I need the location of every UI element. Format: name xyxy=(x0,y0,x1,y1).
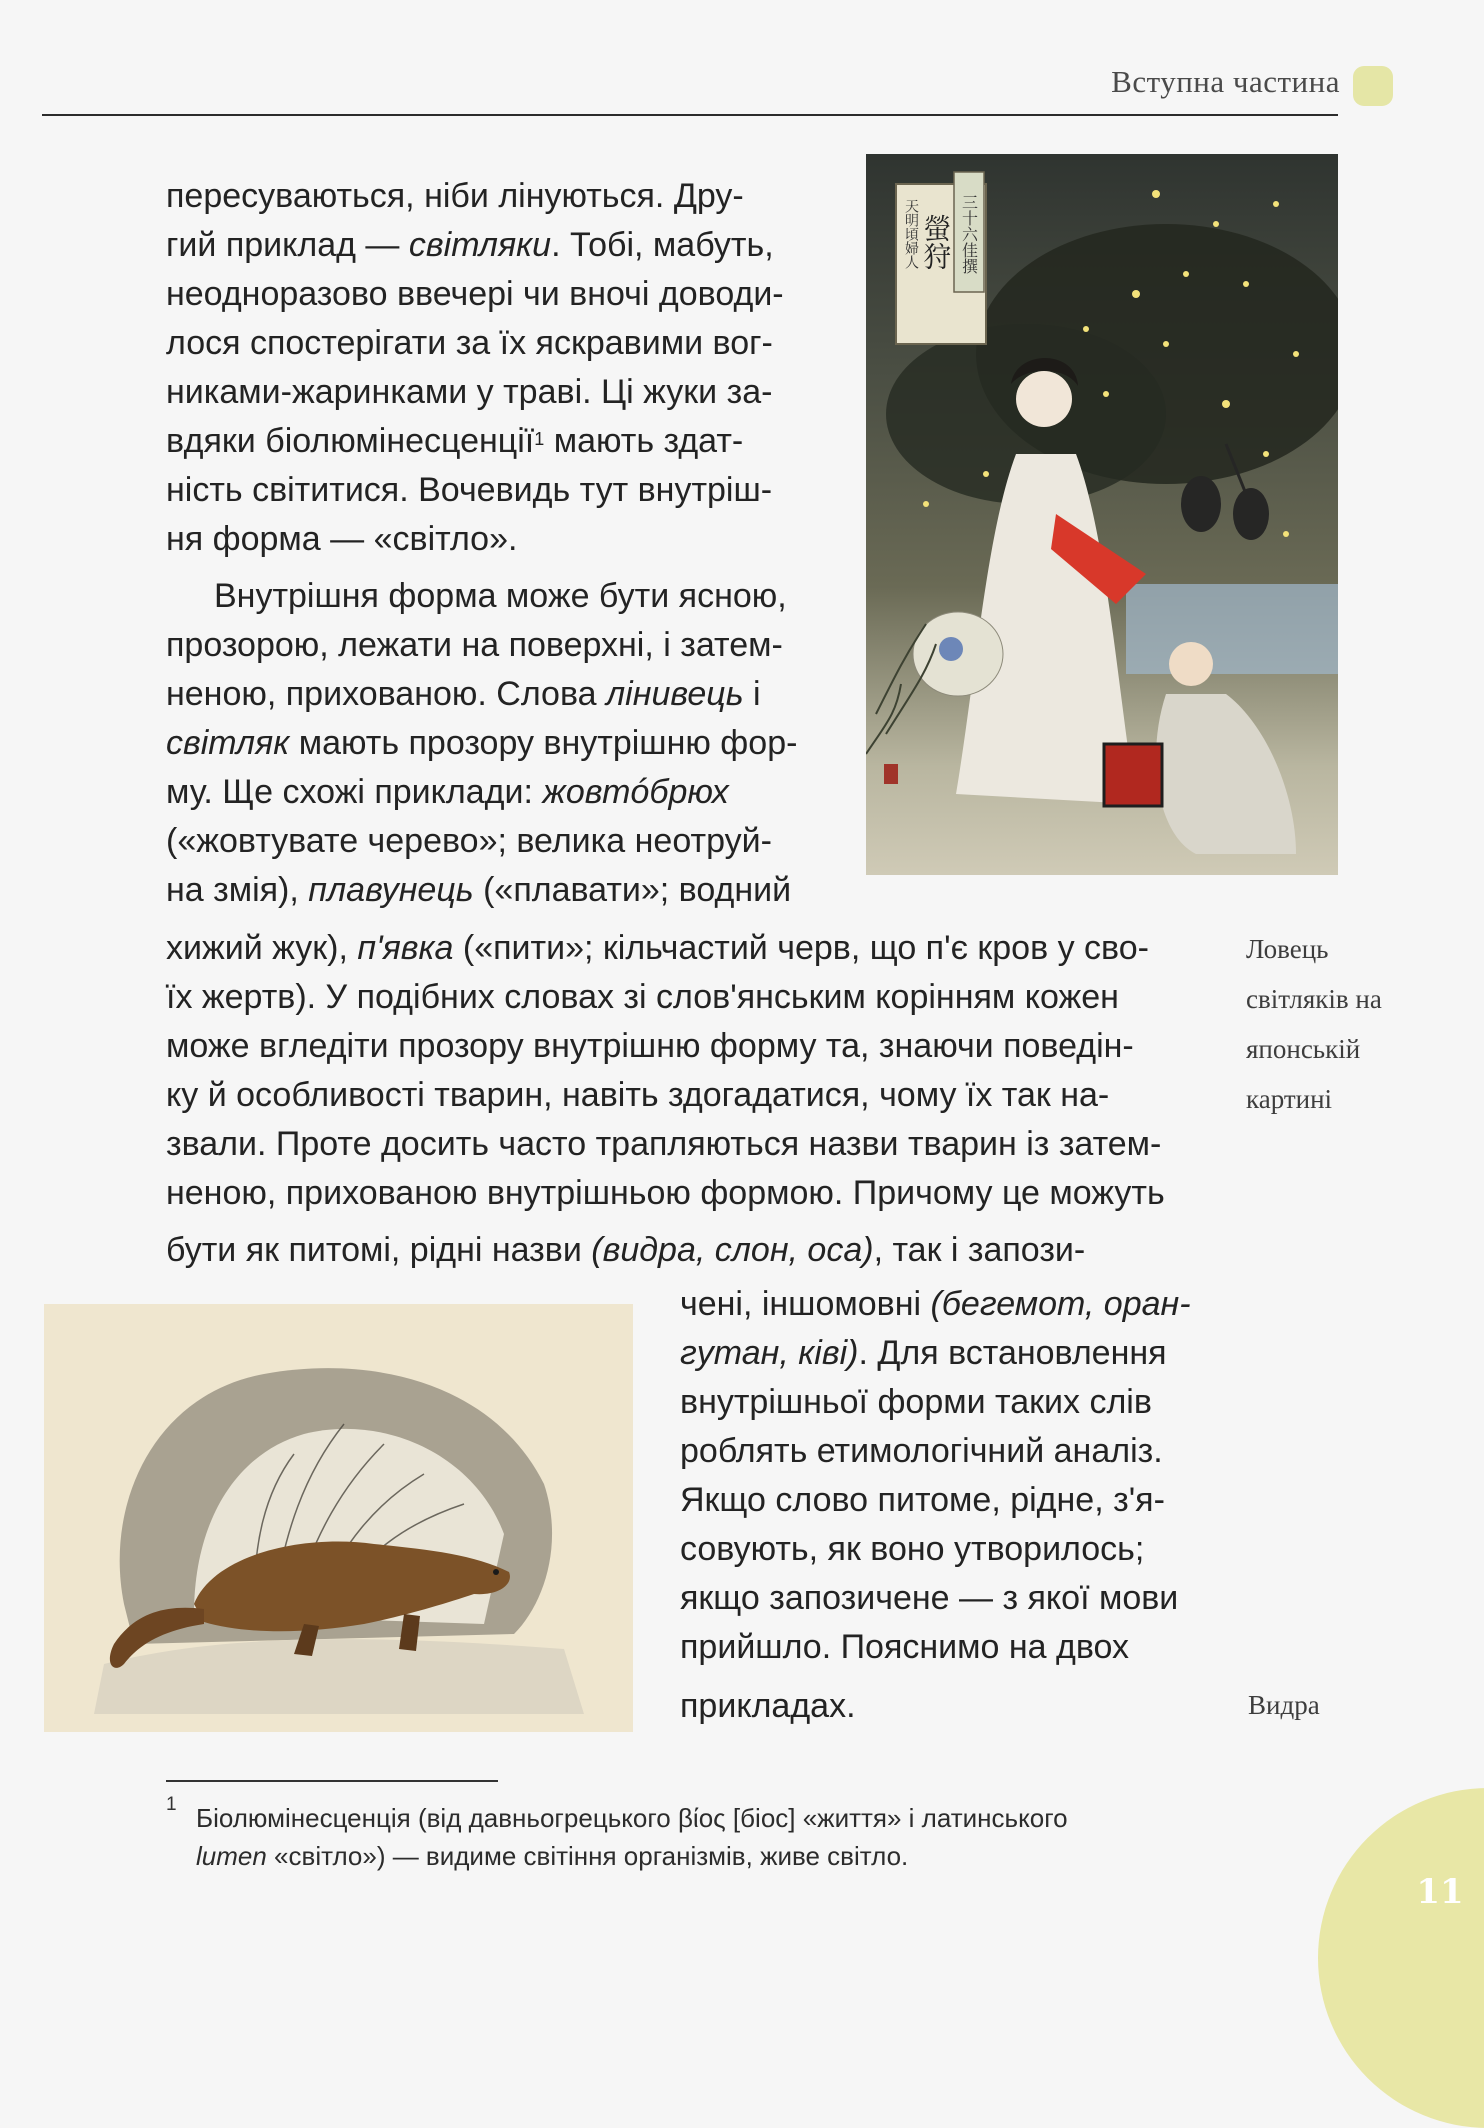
footnote-reference[interactable]: 1 xyxy=(534,429,545,449)
text-line: ність світитися. Вочевидь тут внутріш- xyxy=(166,471,773,509)
text-line: світляк мають прозору внутрішню фор- xyxy=(166,724,798,762)
text-line: якщо запозичене — з якої мови xyxy=(680,1579,1179,1617)
caption-fireflies-line: японській xyxy=(1246,1034,1361,1064)
text-line: їх жертв). У подібних словах зі слов'янським корінням кожен xyxy=(166,978,1119,1016)
caption-otter: Видра xyxy=(1248,1690,1320,1720)
text-line: неодноразово ввечері чи вночі доводи- xyxy=(166,275,784,313)
footnote-text: lumen «світло») — видиме світіння організмів, живе світло. xyxy=(196,1841,909,1871)
page-number: 11 xyxy=(1416,1872,1464,1912)
text-line: бути як питомі, рідні назви (видра, слон, оса), так і запози- xyxy=(166,1231,1086,1269)
caption-fireflies-line: картині xyxy=(1246,1084,1333,1114)
print-title: 螢狩 xyxy=(919,214,953,270)
text-line: прозорою, лежати на поверхні, і затем- xyxy=(166,626,783,664)
text-line: гий приклад — світляки. Тобі, мабуть, xyxy=(166,226,774,264)
print-series-title: 三十六佳撰 xyxy=(959,194,979,274)
text-line: звали. Проте досить часто трапляються назви тварин із затем- xyxy=(166,1125,1162,1163)
text-line: чені, іншомовні (бегемот, оран- xyxy=(680,1285,1191,1323)
footnote-divider xyxy=(166,1780,498,1782)
footnote-text: Біолюмінесценція (від давньогрецького βίος [біос] «життя» і латинського xyxy=(196,1803,1068,1833)
text-line: совують, як воно утворилось; xyxy=(680,1530,1145,1568)
text-line: никами-жаринками у траві. Ці жуки за- xyxy=(166,373,773,411)
text-line: лося спостерігати за їх яскравими вог- xyxy=(166,324,773,362)
text-line: прийшло. Пояснимо на двох xyxy=(680,1628,1130,1666)
text-line: неною, прихованою. Слова лінивець і xyxy=(166,675,761,713)
text-line: вдяки біолюмінесценції$^1$ мають здат- xyxy=(166,422,744,460)
firefly-hunter-print xyxy=(866,154,1338,875)
text-line: му. Ще схожі приклади: жовтóбрюх xyxy=(166,773,729,811)
text-line: роблять етимологічний аналіз. xyxy=(680,1432,1163,1470)
footnote-number: 1 xyxy=(166,1794,177,1815)
caption-fireflies-line: Ловець xyxy=(1246,934,1329,964)
text-line: ня форма — «світло». xyxy=(166,520,518,558)
section-header-title: Вступна частина xyxy=(1111,64,1340,99)
text-line: пересуваються, ніби лінуються. Дру- xyxy=(166,177,744,215)
otter-artwork xyxy=(44,1304,633,1732)
otter-engraving xyxy=(44,1304,633,1732)
page-number-badge xyxy=(1318,1788,1484,2128)
text-line: Внутрішня форма може бути ясною, xyxy=(214,577,787,615)
text-line: на змія), плавунець («плавати»; водний xyxy=(166,871,792,909)
text-line: неною, прихованою внутрішньою формою. Причому це можуть xyxy=(166,1174,1165,1212)
text-line: хижий жук), п'явка («пити»; кільчастий черв, що п'є кров у сво- xyxy=(166,929,1149,967)
text-line: може вгледіти прозору внутрішню форму та, знаючи поведін- xyxy=(166,1027,1134,1065)
section-marker xyxy=(1353,66,1393,106)
text-line: прикладах. xyxy=(680,1687,856,1725)
text-line: гутан, ківі). Для встановлення xyxy=(680,1334,1167,1372)
text-line: внутрішньої форми таких слів xyxy=(680,1383,1152,1421)
print-subtitle: 天明頃婦人 xyxy=(903,199,919,269)
header-divider xyxy=(42,114,1338,116)
print-artwork xyxy=(866,154,1338,875)
text-line: Якщо слово питоме, рідне, з'я- xyxy=(680,1481,1165,1519)
text-line: ку й особливості тварин, навіть здогадатися, чому їх так на- xyxy=(166,1076,1110,1114)
caption-fireflies-line: світляків на xyxy=(1246,984,1382,1014)
text-line: («жовтувате черево»; велика неотруй- xyxy=(166,822,772,860)
